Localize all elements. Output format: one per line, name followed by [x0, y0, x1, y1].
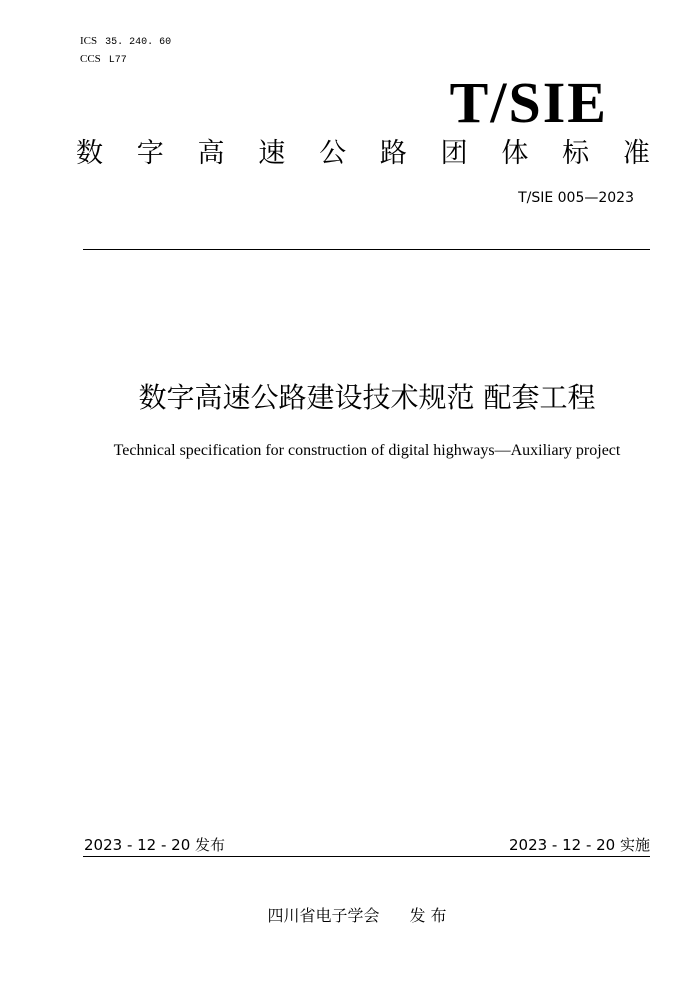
ics-label: ICS [80, 35, 98, 47]
publisher-action: 发 布 [409, 906, 447, 925]
org-char: 字 [136, 138, 164, 169]
publish-date: 2023 - 12 - 20 发布 [84, 836, 226, 854]
org-char: 路 [379, 138, 407, 169]
document-title-chinese: 数字高速公路建设技术规范 配套工程 [138, 381, 596, 414]
header-divider [83, 249, 650, 250]
publisher-line [0, 903, 700, 926]
ccs-row [80, 51, 171, 69]
standard-logo: T/SIE [449, 70, 608, 135]
ccs-label: CCS [80, 53, 101, 65]
org-char: 高 [197, 138, 225, 169]
ics-row [80, 33, 171, 51]
org-char: 公 [319, 138, 347, 169]
document-title-english: Technical specification for construction of digital highways—Auxiliary project [113, 442, 621, 459]
publisher-name: 四川省电子学会 [267, 906, 380, 925]
org-char: 体 [501, 138, 529, 169]
org-char: 数 [76, 138, 103, 169]
classification-codes [80, 33, 171, 69]
organization-title [76, 136, 650, 172]
standard-number: T/SIE 005—2023 [518, 190, 634, 206]
org-char: 标 [562, 138, 590, 169]
ics-value: 35. 240. 60 [105, 37, 172, 48]
footer-divider [83, 856, 650, 857]
org-char: 速 [258, 138, 286, 169]
org-char: 准 [622, 138, 650, 169]
implement-date: 2023 - 12 - 20 实施 [508, 836, 650, 854]
ccs-value: L77 [108, 55, 127, 66]
org-char: 团 [440, 138, 468, 169]
